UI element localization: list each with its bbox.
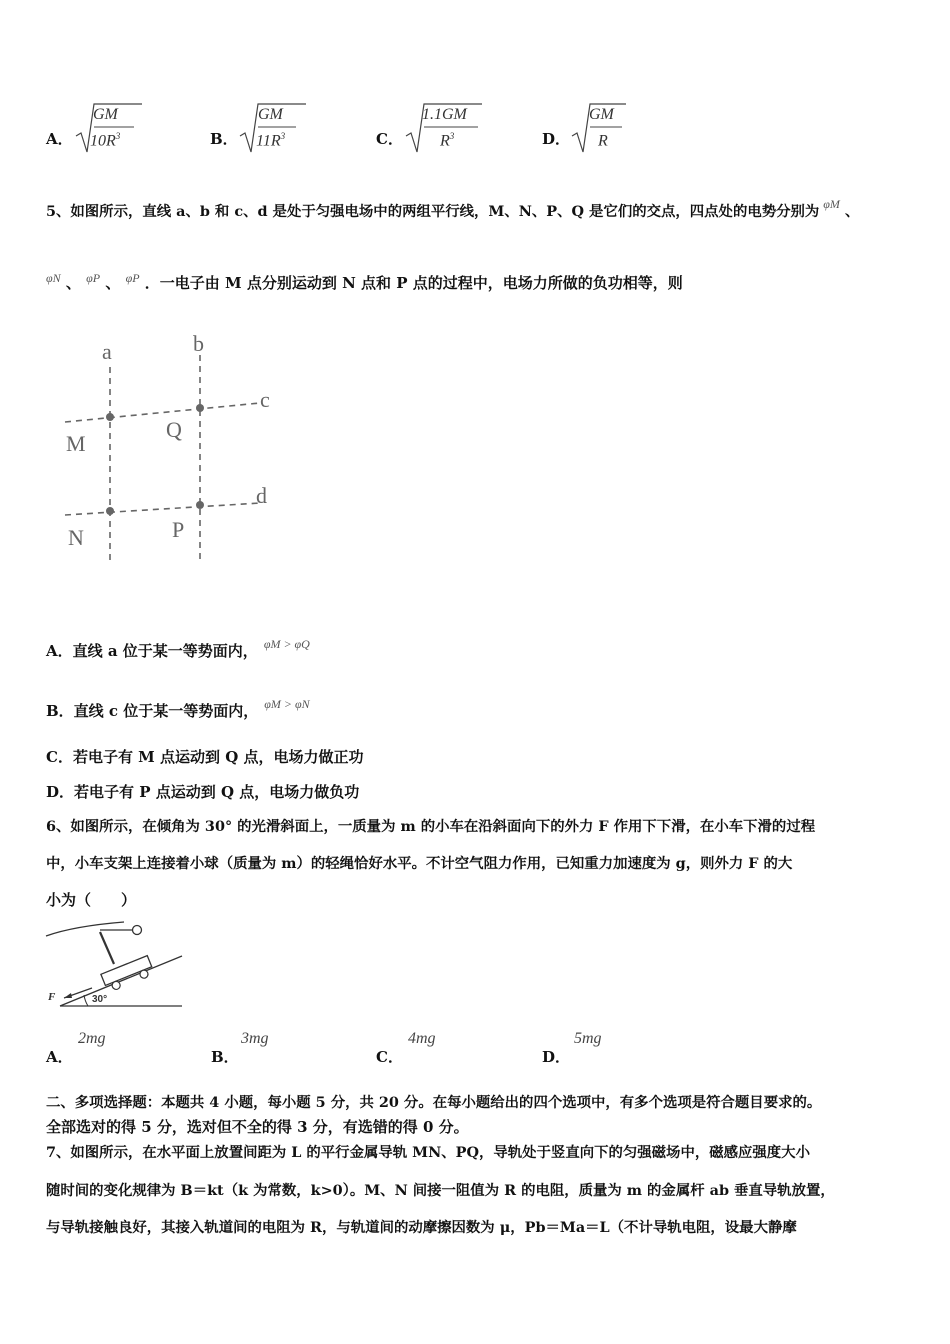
angle-label: 30° bbox=[92, 994, 108, 1005]
q6-figure bbox=[44, 918, 186, 1010]
q6-option-d: D． 5mg bbox=[542, 1030, 602, 1066]
q4-option-d bbox=[542, 128, 570, 149]
q4-option-b-num: GM bbox=[258, 106, 283, 123]
q4-option-a-letter: A． bbox=[46, 130, 73, 148]
q6-stem-line1: 6、如图所示，在倾角为 30° 的光滑斜面上，一质量为 m 的小车在沿斜面向下的外力 F 作用下下滑，在小车下滑的过程 bbox=[46, 818, 816, 835]
q6-option-a-value: 2mg bbox=[78, 1030, 106, 1047]
cart-icon bbox=[101, 956, 155, 993]
q7-stem-line3: 与导轨接触良好，其接入轨道间的电阻为 R，与轨道间的动摩擦因数为 μ，Pb＝Ma＝L（不计导轨电阻，设最大静摩 bbox=[46, 1219, 797, 1236]
q5-option-a: A．直线 a 位于某一等势面内， $^{\varphi M > \varphi Q}$ bbox=[46, 637, 310, 660]
ceiling-line bbox=[46, 922, 124, 936]
force-label: F bbox=[48, 991, 56, 1003]
q6-option-b: B． 3mg bbox=[211, 1030, 269, 1066]
q4-option-d-letter: D． bbox=[542, 130, 571, 148]
q4-option-d-den: R bbox=[598, 132, 608, 150]
q6-option-b-value: 3mg bbox=[241, 1030, 269, 1047]
label-n: N bbox=[68, 525, 84, 550]
point-m bbox=[106, 413, 114, 421]
q6-option-c-value: 4mg bbox=[408, 1030, 436, 1047]
q4-option-b-den: $11R^3$ bbox=[256, 131, 286, 150]
q7-stem-line2: 随时间的变化规律为 B＝kt（k 为常数，k>0）。M、N 间接一阻值为 R 的电阻，质量为 m 的金属杆 ab 垂直导轨放置， bbox=[46, 1182, 835, 1199]
q5-option-b-math: φM > φN bbox=[264, 697, 310, 711]
q5-stem-line2: $^{\varphi N}$ 、 $^{\varphi P}$ 、 $^{\varphi P}$ ．一电子由 M 点分别运动到 N 点和 P 点的过程中，电场力所做的负功相等，则 bbox=[46, 271, 683, 292]
phi-p: φP bbox=[86, 271, 101, 285]
q5-option-d: D．若电子有 P 点运动到 Q 点，电场力做负功 bbox=[46, 783, 360, 801]
point-p bbox=[196, 501, 204, 509]
q4-option-a-num: GM bbox=[93, 106, 118, 123]
q5-figure bbox=[60, 325, 290, 565]
q6-option-a: A． 2mg bbox=[46, 1030, 106, 1066]
section2-heading-line2: 全部选对的得 5 分，选对但不全的得 3 分，有选错的得 0 分。 bbox=[46, 1118, 469, 1136]
q6-option-c: C． 4mg bbox=[376, 1030, 436, 1066]
ball-icon bbox=[133, 926, 142, 935]
q5-option-b: B．直线 c 位于某一等势面内， $^{\varphi M > \varphi N}$ bbox=[46, 697, 310, 720]
phi-m: φM bbox=[823, 197, 840, 211]
q7-stem-line1: 7、如图所示，在水平面上放置间距为 L 的平行金属导轨 MN、PQ，导轨处于竖直向下的匀强磁场中，磁感应强度大小 bbox=[46, 1144, 810, 1161]
label-m: M bbox=[66, 431, 86, 456]
q4-option-c bbox=[376, 128, 403, 149]
label-c: c bbox=[260, 387, 270, 412]
label-a: a bbox=[102, 339, 112, 364]
q4-option-b bbox=[210, 128, 238, 149]
incline-line bbox=[60, 956, 182, 1006]
q5-option-c: C．若电子有 M 点运动到 Q 点，电场力做正功 bbox=[46, 748, 364, 766]
label-p: P bbox=[172, 517, 185, 542]
cart-support bbox=[100, 932, 114, 964]
q6-stem-line2: 中，小车支架上连接着小球（质量为 m）的轻绳恰好水平。不计空气阻力作用，已知重力加速度为 g，则外力 F 的大 bbox=[46, 855, 793, 872]
q4-option-c-num: 1.1GM bbox=[422, 106, 467, 123]
point-n bbox=[106, 507, 114, 515]
q5-option-a-math: φM > φQ bbox=[263, 637, 310, 651]
line-c bbox=[65, 403, 260, 422]
q4-option-d-num: GM bbox=[589, 106, 614, 123]
phi-p: φP bbox=[125, 271, 140, 285]
line-d bbox=[65, 503, 260, 515]
section2-heading-line1: 二、多项选择题：本题共 4 小题，每小题 5 分，共 20 分。在每小题给出的四个选项中，有多个选项是符合题目要求的。 bbox=[46, 1094, 822, 1111]
label-d: d bbox=[256, 483, 267, 508]
q4-option-a bbox=[46, 128, 73, 149]
q4-option-a-den: $10R^3$ bbox=[90, 131, 121, 150]
point-q bbox=[196, 404, 204, 412]
label-b: b bbox=[193, 331, 204, 356]
phi-n: φN bbox=[46, 271, 61, 285]
q6-option-d-value: 5mg bbox=[574, 1030, 602, 1047]
q4-option-b-letter: B． bbox=[210, 130, 238, 148]
q5-stem-line1: 5、如图所示，直线 a、b 和 c、d 是处于匀强电场中的两组平行线，M、N、P、Q 是它们的交点，四点处的电势分别为 $^{\varphi M}$ 、 bbox=[46, 197, 860, 220]
label-q: Q bbox=[166, 417, 182, 442]
q4-option-c-den: $R^3$ bbox=[440, 131, 455, 150]
q6-stem-line3: 小为（ ） bbox=[46, 891, 137, 909]
q4-option-c-letter: C． bbox=[376, 130, 403, 148]
